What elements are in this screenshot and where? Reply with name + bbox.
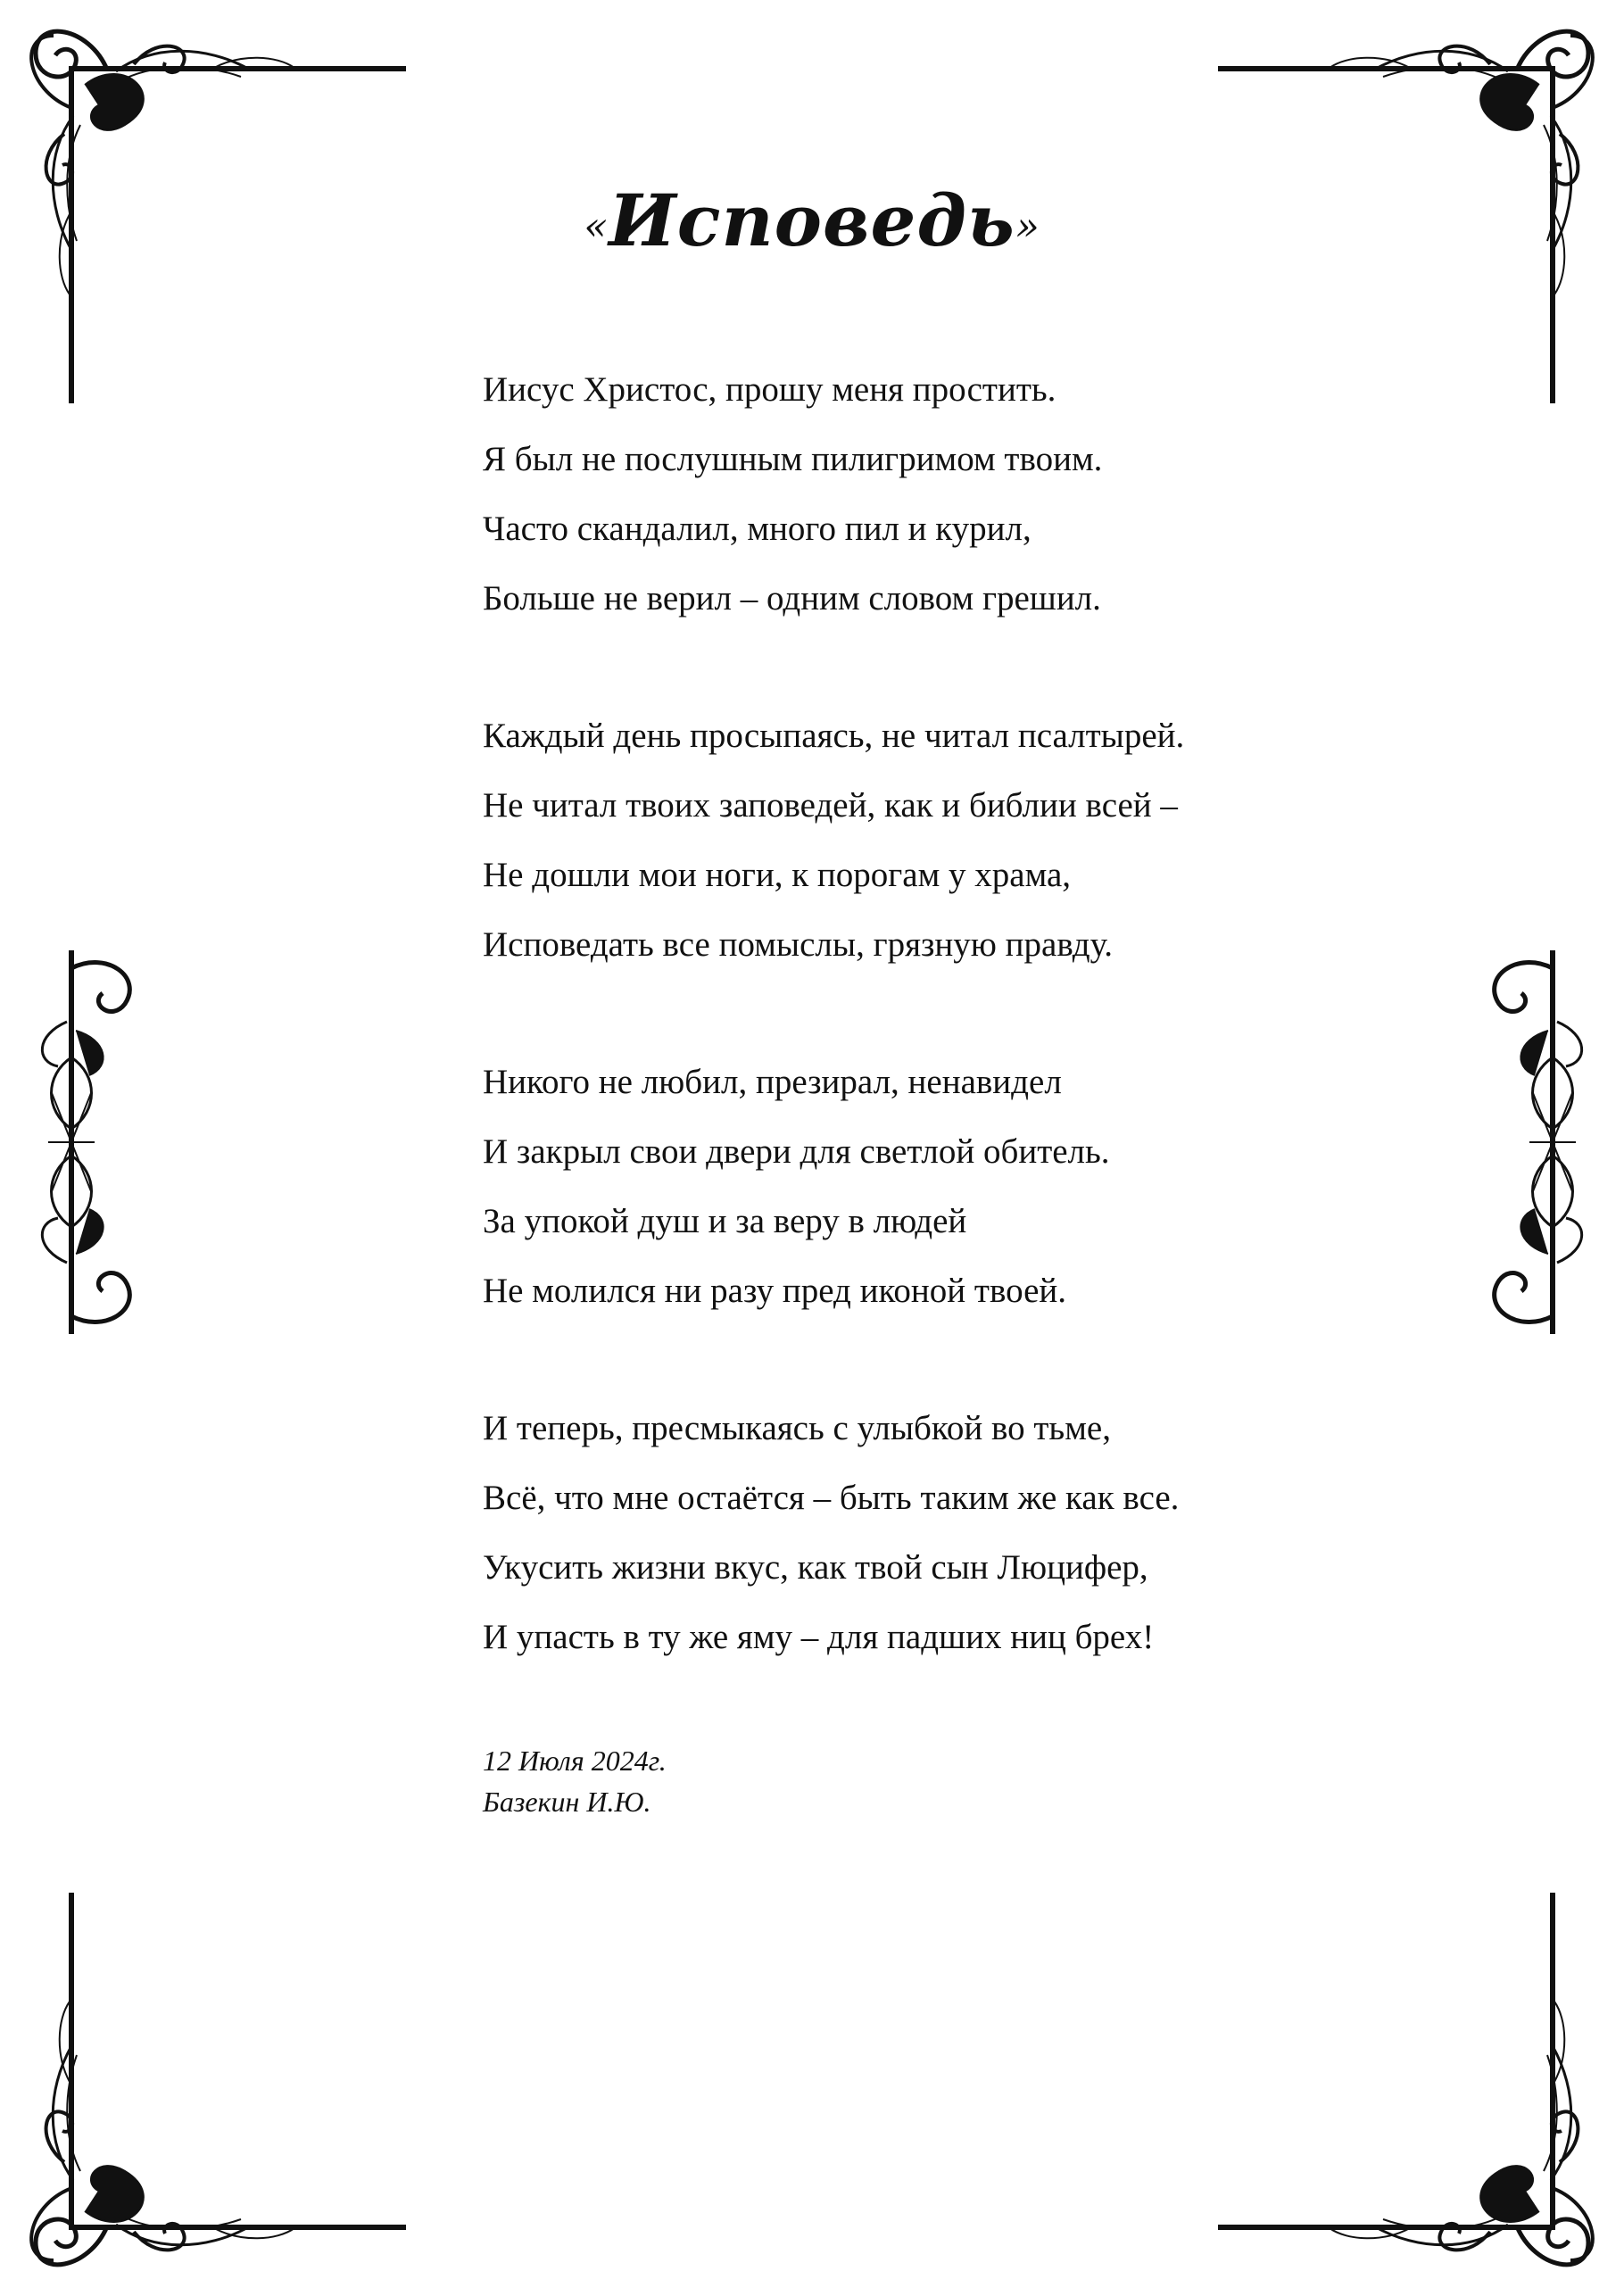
stanza-2 — [483, 701, 1375, 980]
poem-line: Исповедать все помыслы, грязную правду. — [483, 925, 1113, 964]
poem-line: Я был не послушным пилигримом твоим. — [483, 440, 1103, 478]
signature-block — [483, 1740, 667, 1822]
stanza-4 — [483, 1394, 1375, 1672]
stanza-1 — [483, 355, 1375, 634]
corner-ornament-bottom-left — [31, 1893, 406, 2265]
poem-line: Больше не верил – одним словом грешил. — [483, 579, 1101, 618]
poem-body — [483, 355, 1375, 1740]
poem-author: Базекин И.Ю. — [483, 1786, 651, 1818]
poem-line: Не дошли мои ноги, к порогам у храма, — [483, 856, 1072, 894]
poem-date: 12 Июля 2024г. — [483, 1745, 667, 1777]
corner-ornament-bottom-right — [1218, 1893, 1593, 2265]
poem-line: Никого не любил, презирал, ненавидел — [483, 1063, 1062, 1101]
poem-line: Каждый день просыпаясь, не читал псалтырей. — [483, 717, 1185, 755]
side-ornament-right — [1495, 950, 1582, 1334]
poem-line: Укусить жизни вкус, как твой сын Люцифер, — [483, 1548, 1148, 1587]
poem-title — [0, 178, 1624, 262]
stanza-3 — [483, 1048, 1375, 1326]
side-ornament-left — [42, 950, 129, 1334]
poem-line: И теперь, пресмыкаясь с улыбкой во тьме, — [483, 1409, 1111, 1447]
title-open-quote: « — [584, 203, 609, 250]
poem-line: За упокой душ и за веру в людей — [483, 1202, 967, 1240]
poem-line: И упасть в ту же яму – для падших ниц брех! — [483, 1618, 1155, 1656]
poem-line: Всё, что мне остаётся – быть таким же как все. — [483, 1479, 1180, 1517]
poem-line: Часто скандалил, много пил и курил, — [483, 510, 1032, 548]
poem-line: Не молился ни разу пред иконой твоей. — [483, 1272, 1067, 1310]
poem-line: И закрыл свои двери для светлой обитель. — [483, 1132, 1110, 1171]
poem-line: Иисус Христос, прошу меня простить. — [483, 370, 1056, 409]
poem-line: Не читал твоих заповедей, как и библии всей – — [483, 786, 1178, 825]
title-close-quote: » — [1015, 203, 1040, 250]
title-text: Исповедь — [609, 178, 1015, 262]
